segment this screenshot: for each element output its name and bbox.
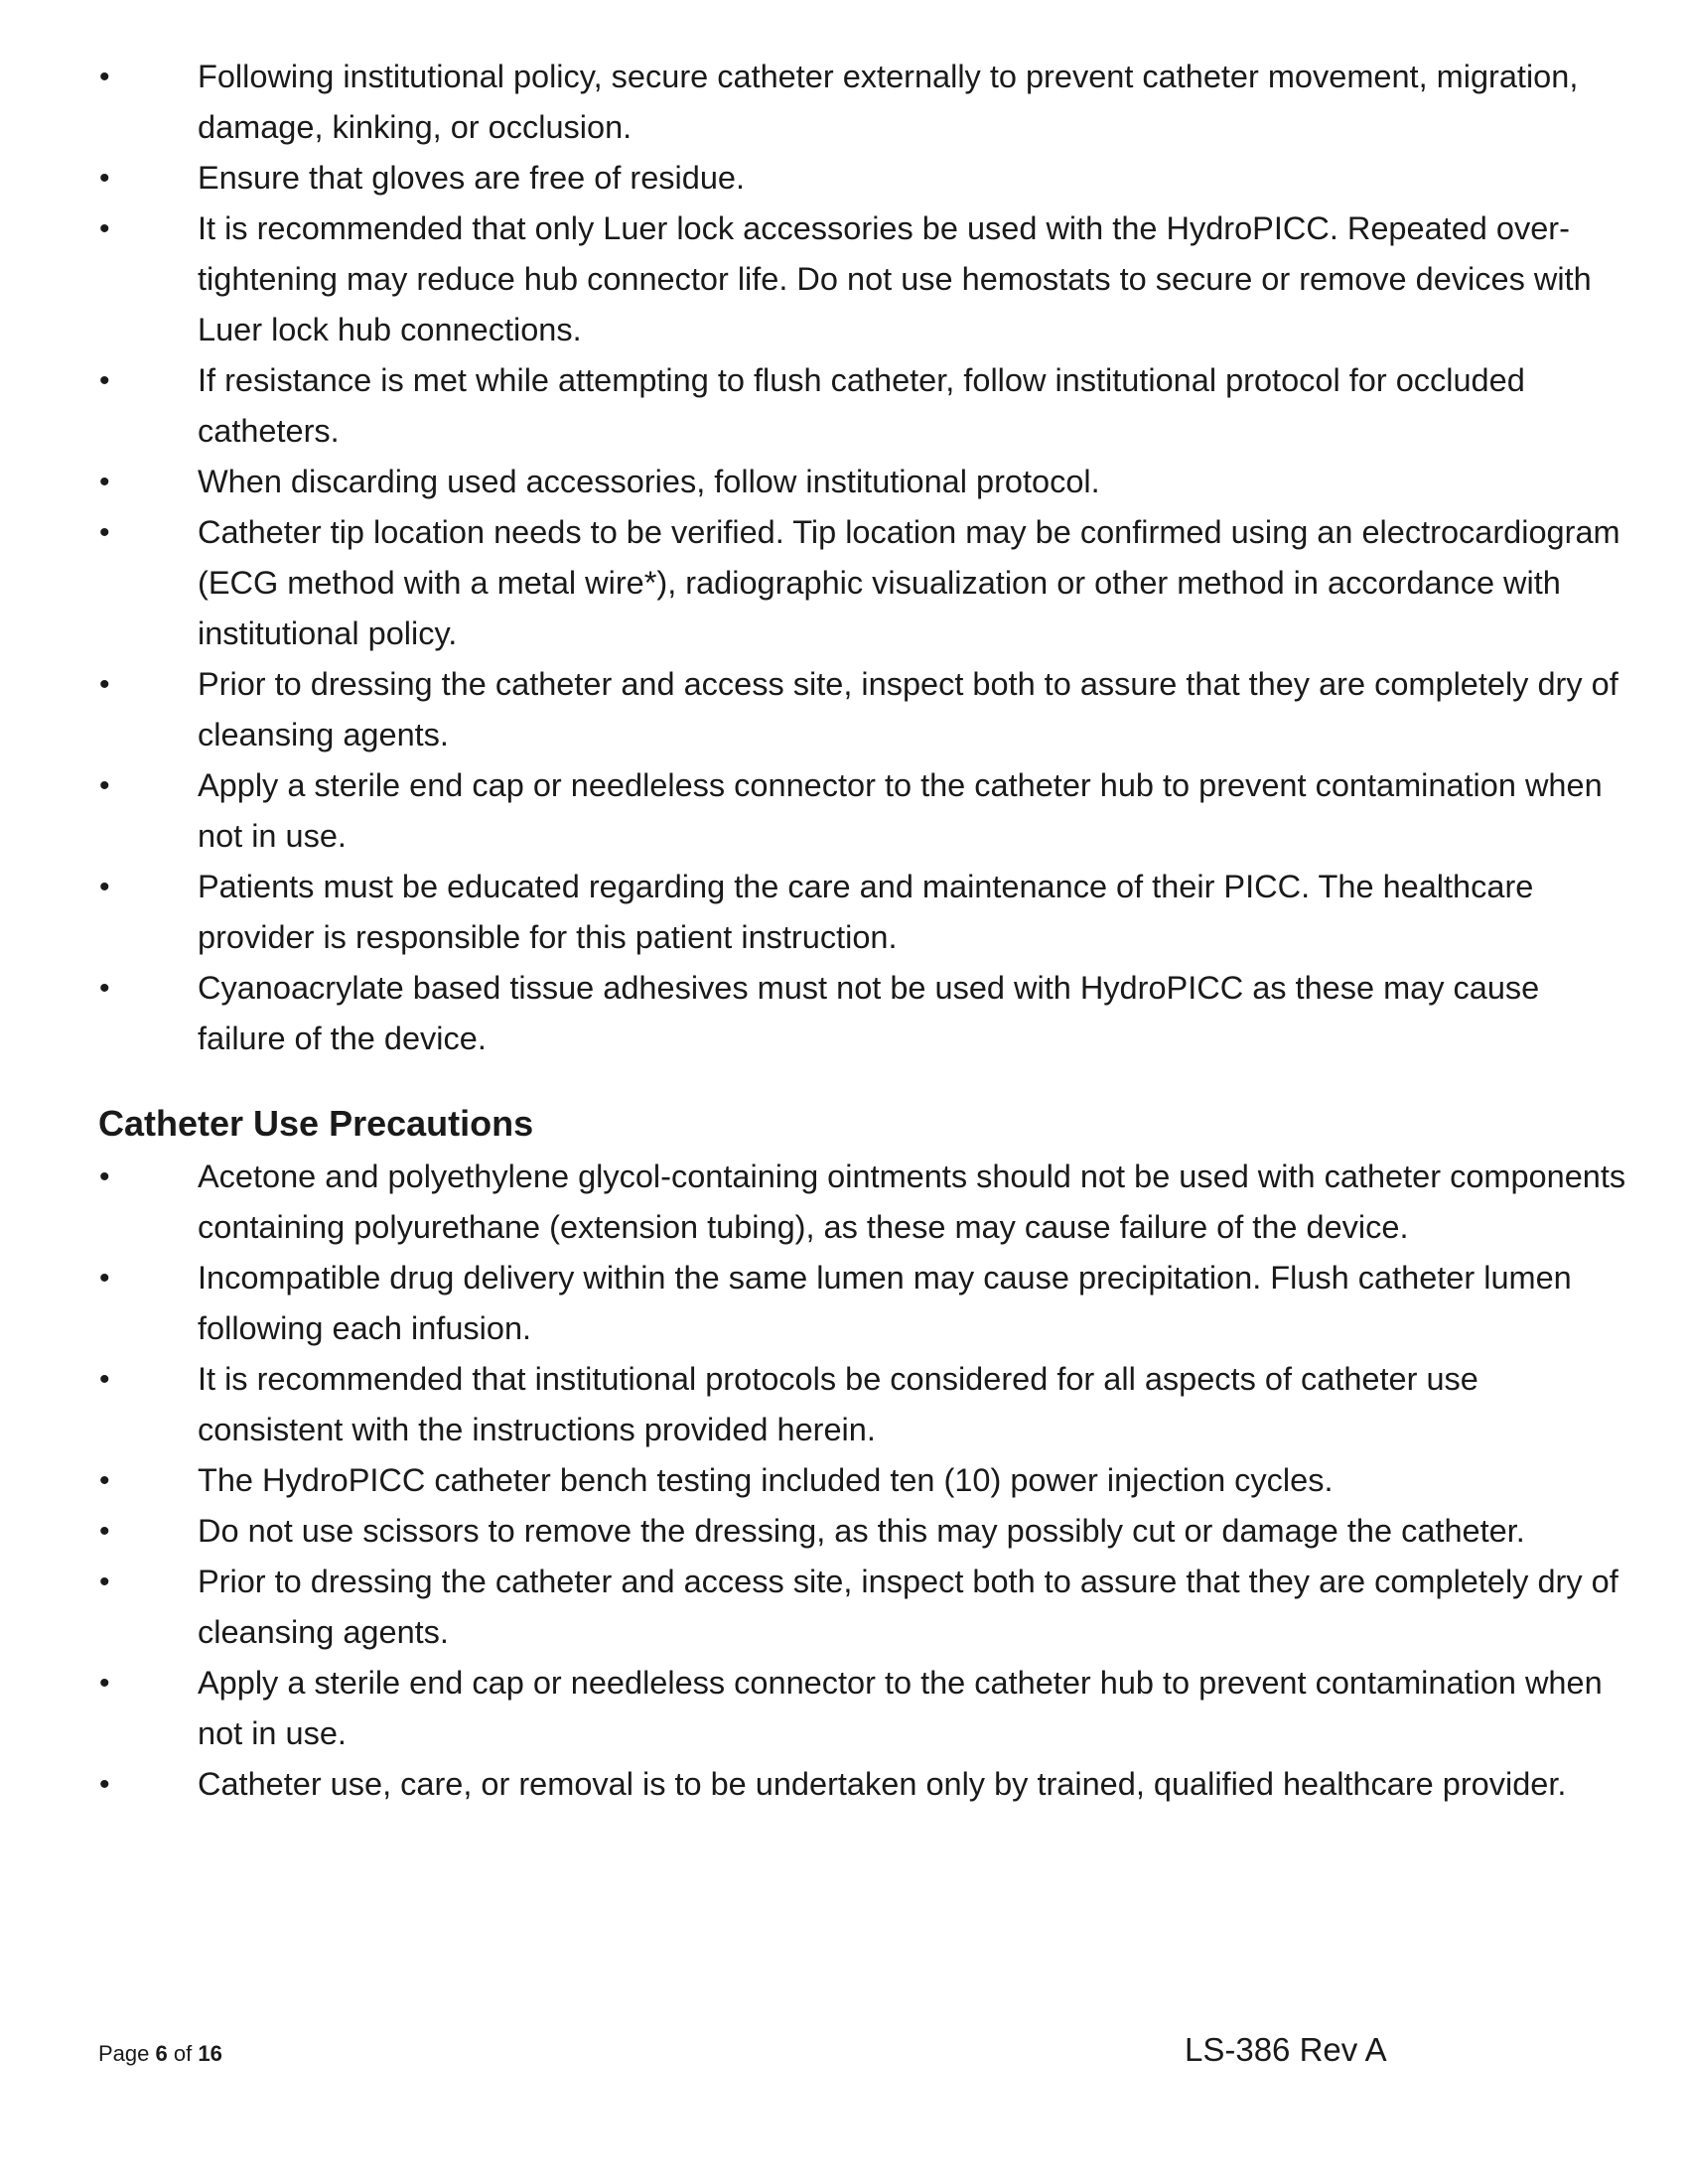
list-item-text: Ensure that gloves are free of residue. (198, 160, 746, 196)
list-item (0, 1506, 1688, 1557)
bullet-icon: • (99, 668, 110, 701)
bullet-icon: • (99, 61, 110, 93)
bullet-icon: • (99, 972, 110, 1005)
bullet-icon: • (99, 516, 110, 549)
list-item-text: Incompatible drug delivery within the same lumen may cause precipitation. Flush catheter lumen following each infusion. (198, 1260, 1572, 1346)
list-item-text: It is recommended that institutional protocols be considered for all aspects of catheter use consistent with the instructions provided herein. (198, 1361, 1478, 1447)
bullet-list-general (0, 52, 1688, 1064)
bullet-icon: • (99, 1515, 110, 1548)
list-item (0, 963, 1688, 1064)
section-heading-catheter-use-precautions: Catheter Use Precautions (98, 1103, 534, 1144)
list-item (0, 507, 1688, 659)
bullet-icon: • (99, 769, 110, 802)
list-item (0, 153, 1688, 204)
bullet-list-catheter-use (0, 1152, 1688, 1810)
list-item (0, 457, 1688, 507)
bullet-icon: • (99, 1566, 110, 1598)
page-total: 16 (198, 2041, 222, 2066)
list-item-text: When discarding used accessories, follow institutional protocol. (198, 464, 1100, 499)
list-item (0, 1354, 1688, 1455)
bullet-icon: • (99, 212, 110, 245)
list-item-text: If resistance is met while attempting to flush catheter, follow institutional protocol for occluded catheters. (198, 362, 1525, 449)
bullet-icon: • (99, 466, 110, 498)
bullet-icon: • (99, 1262, 110, 1295)
list-item-text: Apply a sterile end cap or needleless connector to the catheter hub to prevent contamination when not in use. (198, 767, 1603, 854)
bullet-icon: • (99, 364, 110, 397)
bullet-icon: • (99, 1768, 110, 1801)
list-item (0, 355, 1688, 457)
document-body (0, 52, 1688, 1810)
list-item (0, 1455, 1688, 1506)
page-of-label: of (173, 2041, 193, 2066)
list-item (0, 760, 1688, 862)
list-item-text: Following institutional policy, secure catheter externally to prevent catheter movement, migration, damage, kinking, or occlusion. (198, 59, 1579, 145)
bullet-icon: • (99, 1464, 110, 1497)
bullet-icon: • (99, 162, 110, 195)
page-current: 6 (155, 2041, 168, 2066)
list-item (0, 1658, 1688, 1759)
list-item-text: Patients must be educated regarding the care and maintenance of their PICC. The healthcare provider is responsible for this patient instruction. (198, 869, 1534, 955)
list-item-text: It is recommended that only Luer lock accessories be used with the HydroPICC. Repeated over-tightening may reduce hub connector life. Do not use hemostats to secure or remove devices with Luer lock hub connections. (198, 210, 1592, 347)
bullet-icon: • (99, 1667, 110, 1700)
list-item-text: Do not use scissors to remove the dressing, as this may possibly cut or damage the catheter. (198, 1513, 1525, 1549)
bullet-icon: • (99, 1160, 110, 1193)
list-item (0, 1557, 1688, 1658)
page-label: Page (98, 2041, 150, 2066)
list-item (0, 1152, 1688, 1253)
bullet-icon: • (99, 1363, 110, 1396)
list-item-text: Catheter tip location needs to be verified. Tip location may be confirmed using an electrocardiogram (ECG method with a metal wire*), radiographic visualization or other method in accordance with institutional policy. (198, 514, 1620, 651)
document-id: LS-386 Rev A (1185, 2031, 1387, 2068)
list-item-text: Acetone and polyethylene glycol-containing ointments should not be used with catheter components containing polyurethane (extension tubing), as these may cause failure of the device. (198, 1159, 1626, 1245)
list-item (0, 862, 1688, 963)
list-item-text: Catheter use, care, or removal is to be undertaken only by trained, qualified healthcare provider. (198, 1766, 1567, 1802)
list-item (0, 1759, 1688, 1810)
page-number (98, 2041, 222, 2067)
list-item (0, 659, 1688, 760)
list-item (0, 204, 1688, 355)
list-item (0, 1253, 1688, 1354)
list-item-text: Cyanoacrylate based tissue adhesives must not be used with HydroPICC as these may cause failure of the device. (198, 970, 1540, 1056)
list-item (0, 52, 1688, 153)
list-item-text: Prior to dressing the catheter and access site, inspect both to assure that they are completely dry of cleansing agents. (198, 666, 1618, 752)
list-item-text: Prior to dressing the catheter and access site, inspect both to assure that they are completely dry of cleansing agents. (198, 1564, 1618, 1650)
list-item-text: Apply a sterile end cap or needleless connector to the catheter hub to prevent contamination when not in use. (198, 1665, 1603, 1751)
bullet-icon: • (99, 871, 110, 903)
list-item-text: The HydroPICC catheter bench testing included ten (10) power injection cycles. (198, 1462, 1334, 1498)
